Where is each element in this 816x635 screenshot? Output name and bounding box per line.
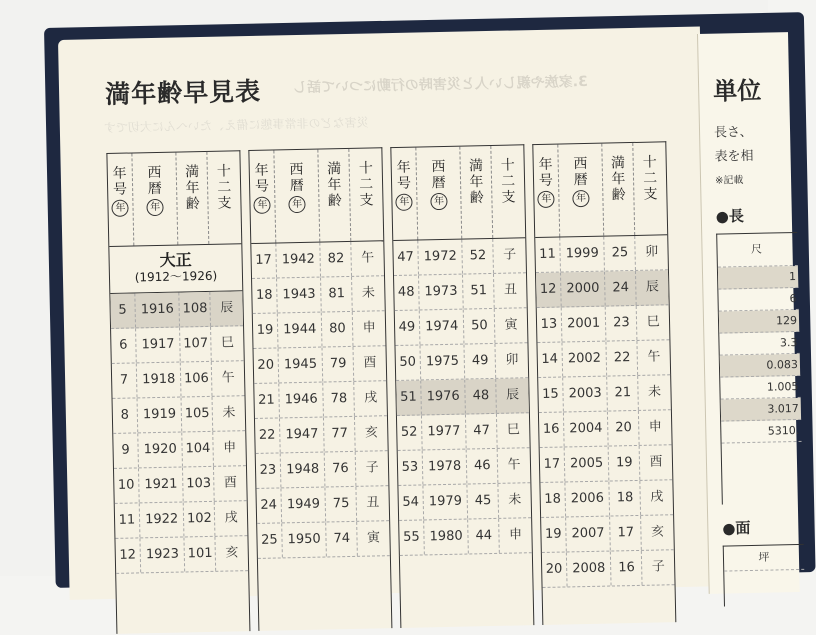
unit-value: 3.017 (721, 398, 801, 422)
table-row (393, 238, 526, 276)
unit-table-area (723, 544, 805, 607)
header-char: 年 (254, 162, 269, 179)
nengo-cell: 6 (111, 328, 137, 363)
header-seireki (132, 153, 179, 246)
year-cell: 2000 (561, 272, 606, 307)
eto-cell: 酉 (363, 355, 377, 371)
year-cell: 1946 (279, 383, 324, 418)
table-row (537, 340, 670, 378)
year-cell: 1917 (136, 327, 181, 362)
nengo-cell: 17 (251, 243, 277, 278)
header-seireki (274, 150, 321, 243)
age-cell: 76 (325, 452, 356, 487)
table-header (391, 145, 525, 241)
age-table-block (248, 147, 392, 631)
age-cell: 47 (466, 414, 497, 449)
year-cell: 1979 (423, 485, 468, 520)
header-nengo (107, 153, 134, 245)
eto-cell: 子 (651, 559, 665, 575)
age-cell: 20 (608, 411, 639, 446)
eto-cell: 申 (508, 527, 523, 543)
eto-cell: 寅 (366, 530, 381, 546)
year-cell: 1975 (420, 345, 465, 380)
eto-cell: 巳 (506, 422, 521, 438)
eto-cell: 戌 (650, 489, 664, 505)
table-row (253, 311, 386, 349)
year-cell: 2007 (566, 517, 611, 552)
header-nengo (391, 148, 418, 240)
table-row (396, 378, 529, 416)
header-char: 満 (326, 161, 342, 178)
header-char: 号 (254, 178, 270, 195)
header-char: 年 (185, 180, 200, 197)
nengo-cell: 18 (540, 482, 566, 517)
eto-cell: 午 (361, 250, 375, 266)
age-cell: 25 (605, 236, 636, 271)
eto-cell: 酉 (649, 454, 663, 470)
table-row (398, 448, 531, 486)
age-cell: 108 (180, 292, 211, 327)
nengo-cell: 13 (537, 308, 563, 343)
header-eto (492, 145, 526, 238)
age-cell: 106 (181, 362, 212, 397)
header-char: 満 (184, 164, 200, 181)
nengo-cell: 17 (540, 447, 566, 482)
year-cell: 2005 (564, 447, 609, 482)
age-cell: 48 (466, 379, 497, 414)
header-char: 十 (642, 154, 657, 171)
year-cell: 1920 (138, 432, 183, 467)
header-char: 年 (396, 159, 411, 176)
nengo-cell: 12 (536, 273, 562, 308)
nengo-cell: 24 (256, 488, 282, 523)
header-seireki (558, 144, 605, 237)
page-title: 満年齢早見表 (104, 76, 262, 110)
age-cell: 50 (464, 309, 495, 344)
year-cell: 1923 (140, 537, 185, 572)
eto-cell: 亥 (364, 425, 379, 441)
unit-value: 3.3 (719, 332, 799, 356)
right-page-text: 長さ、 (713, 124, 753, 141)
year-cell: 1943 (277, 278, 322, 313)
section-heading-length: ●長 (715, 207, 745, 226)
table-row (114, 466, 247, 504)
year-cell: 1919 (137, 397, 182, 432)
age-cell: 52 (463, 239, 494, 274)
nengo-cell: 7 (112, 363, 138, 398)
table-row (539, 410, 672, 448)
age-cell: 46 (467, 449, 498, 484)
year-cell: 1950 (282, 522, 327, 557)
bleed-through-text: 3.家族や親しい人と災害時の行動について話し (292, 73, 588, 97)
header-char: 年 (112, 165, 127, 182)
header-char: 年 (538, 156, 553, 173)
nengo-cell: 9 (113, 433, 139, 468)
header-unit-circle: 年 (538, 191, 555, 208)
year-cell: 1947 (280, 418, 325, 453)
header-unit-circle: 年 (254, 197, 271, 214)
year-cell: 2001 (562, 307, 607, 342)
nengo-cell: 11 (535, 238, 561, 273)
eto-cell: 申 (362, 320, 376, 336)
nengo-cell: 54 (398, 485, 424, 520)
header-char: 支 (359, 192, 374, 209)
year-cell: 1972 (418, 240, 463, 275)
left-page-content (58, 27, 712, 600)
header-char: 二 (642, 170, 658, 187)
nengo-cell: 52 (397, 415, 423, 450)
age-cell: 78 (324, 382, 355, 417)
header-char: 二 (359, 176, 374, 193)
right-page-note: ※記載 (714, 175, 744, 187)
age-cell: 17 (611, 516, 642, 551)
header-eto (634, 142, 668, 235)
eto-cell: 寅 (504, 317, 518, 333)
table-header (107, 151, 241, 247)
unit-value: 0.083 (720, 354, 800, 378)
age-cell: 101 (185, 537, 216, 572)
table-row (113, 431, 246, 469)
eto-cell: 戌 (224, 510, 238, 526)
eto-cell: 亥 (650, 524, 665, 540)
era-name: 大正 (159, 250, 192, 270)
age-cell: 74 (327, 522, 358, 557)
header-char: 満 (610, 155, 626, 172)
nengo-cell: 12 (115, 538, 141, 573)
nengo-cell: 22 (255, 418, 281, 453)
header-char: 年 (611, 171, 626, 188)
left-page (58, 27, 712, 600)
table-row (397, 413, 530, 451)
header-char: 支 (217, 195, 232, 212)
header-age (603, 143, 636, 236)
table-row (395, 343, 528, 381)
nengo-cell: 49 (395, 310, 421, 345)
year-cell: 1916 (135, 293, 180, 328)
eto-cell: 未 (647, 384, 662, 400)
header-char: 齢 (611, 187, 626, 204)
age-cell: 22 (607, 341, 638, 376)
age-cell: 51 (463, 274, 494, 309)
age-cell: 104 (183, 432, 214, 467)
nengo-cell: 8 (113, 398, 139, 433)
header-char: 年 (469, 174, 484, 191)
header-unit-circle: 年 (430, 193, 447, 210)
eto-cell: 辰 (220, 300, 234, 316)
age-table-block (532, 141, 676, 625)
header-char: 西 (431, 158, 446, 176)
header-char: 齢 (185, 196, 200, 213)
header-unit-circle: 年 (572, 190, 589, 207)
eto-cell: 未 (222, 405, 236, 421)
header-unit-circle: 年 (146, 199, 163, 216)
year-cell: 1945 (278, 348, 323, 383)
age-cell: 80 (322, 312, 353, 347)
year-cell: 2004 (564, 412, 609, 447)
age-cell: 19 (609, 446, 640, 481)
nengo-cell: 18 (252, 278, 278, 313)
table-header (249, 148, 383, 244)
header-char: 二 (501, 173, 516, 190)
year-cell: 1948 (281, 452, 326, 487)
unit-value: 5310. (721, 420, 801, 444)
eto-cell: 子 (503, 247, 517, 263)
bleed-through-text: 災害などの非常事態に備え、たいへんに大切です (103, 115, 369, 136)
header-char: 暦 (573, 171, 588, 189)
age-cell: 49 (465, 344, 496, 379)
age-cell: 107 (181, 327, 212, 362)
age-table-block (106, 150, 250, 634)
eto-cell: 巳 (646, 314, 660, 330)
age-cell: 24 (605, 271, 636, 306)
nengo-cell: 15 (538, 377, 564, 412)
header-age (177, 152, 210, 245)
age-cell: 44 (469, 519, 500, 554)
year-cell: 1973 (419, 275, 464, 310)
right-page-title: 単位 (712, 76, 762, 106)
header-seireki (416, 147, 463, 240)
age-cell: 81 (322, 277, 353, 312)
nengo-cell: 19 (541, 517, 567, 552)
year-cell: 2006 (565, 482, 610, 517)
table-row (399, 518, 532, 556)
nengo-cell: 20 (542, 552, 568, 587)
header-eto (208, 151, 242, 244)
era-heading (109, 244, 242, 294)
header-char: 支 (501, 189, 516, 206)
right-page (697, 32, 800, 594)
nengo-cell: 55 (399, 520, 425, 555)
header-unit-circle: 年 (112, 200, 129, 217)
header-char: 西 (147, 164, 162, 182)
header-char: 支 (643, 186, 658, 203)
header-char: 年 (327, 177, 342, 194)
year-cell: 2003 (563, 377, 608, 412)
age-table-block (390, 144, 534, 628)
eto-cell: 午 (507, 457, 521, 473)
year-cell: 1978 (422, 450, 467, 485)
nengo-cell: 11 (115, 503, 141, 538)
eto-cell: 亥 (225, 545, 239, 561)
eto-cell: 未 (508, 492, 522, 508)
table-row (538, 375, 671, 413)
header-nengo (533, 145, 560, 237)
eto-cell: 丑 (366, 495, 380, 511)
eto-cell: 子 (365, 460, 379, 476)
header-char: 暦 (431, 174, 446, 192)
nengo-cell: 51 (396, 380, 422, 415)
right-page-text: 表を相 (714, 148, 754, 165)
year-cell: 2008 (567, 552, 612, 587)
unit-value: 1 (718, 266, 798, 290)
table-row (255, 416, 388, 454)
age-cell: 77 (324, 417, 355, 452)
table-row (536, 270, 669, 308)
header-char: 西 (573, 155, 588, 173)
table-row (111, 326, 244, 364)
nengo-cell: 19 (253, 313, 279, 348)
header-age (461, 146, 494, 239)
table-row (254, 346, 387, 384)
age-cell: 23 (606, 306, 637, 341)
table-row (252, 276, 385, 314)
year-cell: 1976 (421, 380, 466, 415)
nengo-cell: 50 (395, 345, 421, 380)
table-row (113, 396, 246, 434)
nengo-cell: 53 (398, 450, 424, 485)
unit-value: 1.005 (720, 376, 800, 400)
year-cell: 1922 (140, 502, 185, 537)
header-char: 満 (468, 158, 484, 175)
table-row (115, 501, 248, 539)
table-row (537, 305, 670, 343)
nengo-cell: 25 (257, 523, 283, 558)
header-char: 二 (217, 179, 232, 196)
table-row (256, 486, 389, 524)
eto-cell: 酉 (223, 475, 238, 491)
table-row (115, 536, 248, 574)
year-cell: 1999 (560, 237, 605, 272)
table-row (535, 235, 668, 273)
age-cell: 105 (182, 397, 213, 432)
header-nengo (249, 150, 276, 242)
table-row (541, 515, 674, 553)
table-row (110, 291, 243, 329)
era-range: (1912〜1926) (134, 268, 218, 285)
age-cell: 79 (323, 347, 354, 382)
year-cell: 1949 (281, 487, 326, 522)
table-row (540, 445, 673, 483)
eto-cell: 午 (221, 370, 235, 386)
header-unit-circle: 年 (288, 196, 305, 213)
age-cell: 102 (184, 502, 215, 537)
eto-cell: 卯 (505, 352, 519, 368)
nengo-cell: 20 (254, 348, 280, 383)
eto-cell: 戌 (364, 390, 378, 406)
nengo-cell: 5 (110, 293, 136, 328)
year-cell: 2002 (562, 342, 607, 377)
header-char: 号 (112, 181, 128, 198)
header-char: 十 (358, 160, 374, 177)
eto-cell: 未 (361, 285, 376, 301)
header-eto (350, 148, 384, 241)
header-char: 暦 (289, 177, 304, 195)
nengo-cell: 47 (393, 241, 419, 276)
table-row (395, 308, 528, 346)
age-cell: 18 (610, 481, 641, 516)
nengo-cell: 23 (256, 453, 282, 488)
age-cell: 21 (608, 376, 639, 411)
age-cell: 75 (326, 487, 357, 522)
table-row (542, 550, 675, 588)
header-age (319, 149, 352, 242)
year-cell: 1921 (139, 467, 184, 502)
age-cell: 45 (468, 484, 499, 519)
table-row (257, 521, 390, 559)
eto-cell: 丑 (503, 282, 518, 298)
unit-value: 129 (719, 310, 799, 334)
section-heading-area: ●面 (722, 518, 751, 538)
eto-cell: 卯 (645, 244, 659, 260)
nengo-cell: 21 (254, 383, 280, 418)
header-char: 齢 (469, 190, 484, 207)
table-row (398, 483, 531, 521)
year-cell: 1977 (422, 415, 467, 450)
table-row (394, 273, 527, 311)
header-unit-circle: 年 (396, 194, 413, 211)
age-cell: 16 (611, 551, 642, 586)
table-header (533, 142, 667, 238)
header-char: 号 (396, 175, 412, 192)
nengo-cell: 14 (537, 343, 563, 378)
eto-cell: 午 (647, 349, 661, 365)
nengo-cell: 16 (539, 412, 565, 447)
table-row (256, 451, 389, 489)
year-cell: 1974 (420, 310, 465, 345)
table-row (254, 381, 387, 419)
eto-cell: 申 (648, 419, 663, 435)
age-cell: 103 (183, 467, 214, 502)
eto-cell: 辰 (645, 279, 660, 295)
header-char: 暦 (147, 180, 162, 198)
eto-cell: 巳 (220, 335, 235, 351)
unit-table-length (716, 232, 803, 505)
year-cell: 1944 (278, 313, 323, 348)
year-cell: 1980 (424, 520, 469, 555)
table-row (112, 361, 245, 399)
header-char: 齢 (327, 193, 342, 210)
header-char: 十 (500, 157, 516, 174)
table-row (251, 241, 384, 279)
age-cell: 82 (321, 242, 352, 277)
nengo-cell: 10 (114, 468, 140, 503)
eto-cell: 申 (223, 440, 237, 456)
unit-col-header: 坪 (724, 545, 805, 572)
header-char: 十 (216, 163, 232, 180)
header-char: 西 (289, 161, 304, 179)
year-cell: 1942 (276, 243, 321, 278)
unit-col-header: 尺 (717, 233, 798, 268)
header-char: 号 (538, 172, 554, 189)
table-row (540, 480, 673, 518)
eto-cell: 辰 (505, 387, 520, 403)
year-cell: 1918 (137, 362, 182, 397)
nengo-cell: 48 (394, 275, 420, 310)
unit-value: 6 (718, 288, 798, 312)
